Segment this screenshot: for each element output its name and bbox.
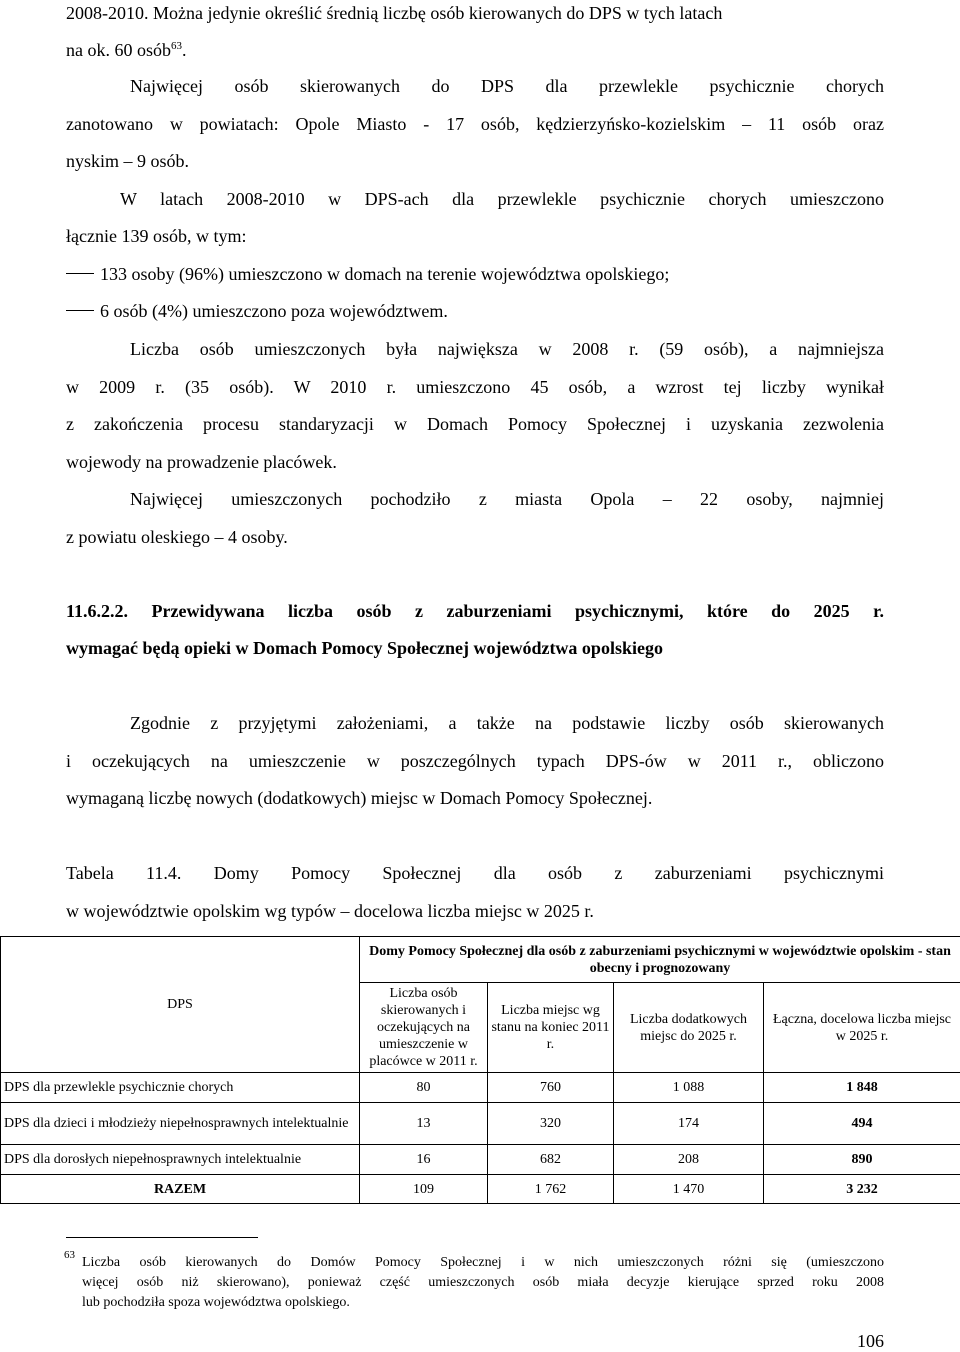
table-cell: 1 088 — [614, 1073, 764, 1103]
paragraph-line: łącznie 139 osób, w tym: — [66, 225, 884, 247]
footnote-line: Liczba osób kierowanych do Domów Pomocy Społecznej i w nich umieszczonych różni się (umieszczono — [82, 1254, 884, 1271]
footnote-separator — [66, 1237, 258, 1238]
footnote-ref: 63 — [171, 40, 182, 52]
paragraph-line: Najwięcej umieszczonych pochodziło z miasta Opola – 22 osoby, najmniej — [66, 488, 884, 510]
table-cell: 1 762 — [488, 1175, 614, 1204]
footnote-line: więcej osób niż skierowano), ponieważ część umieszczonych osób miała decyzje kierujące sprzed roku 2008 — [82, 1274, 884, 1291]
table-cell-total: 890 — [764, 1145, 960, 1175]
paragraph-line: nyskim – 9 osób. — [66, 150, 884, 172]
footnote-line: lub pochodziła spoza województwa opolskiego. — [82, 1294, 884, 1311]
table-cell: 682 — [488, 1145, 614, 1175]
column-header: Liczba dodatkowych miejsc do 2025 r. — [614, 983, 764, 1073]
paragraph-line: wojewody na prowadzenie placówek. — [66, 451, 884, 473]
table-cell: 13 — [360, 1103, 488, 1145]
paragraph-line: w 2009 r. (35 osób). W 2010 r. umieszczono 45 osób, a wzrost tej liczby wynikał — [66, 376, 884, 398]
paragraph-line: Najwięcej osób skierowanych do DPS dla przewlekle psychicznie chorych — [66, 75, 884, 97]
section-heading: 11.6.2.2. Przewidywana liczba osób z zaburzeniami psychicznymi, które do 2025 r. — [66, 600, 884, 622]
paragraph-line: z zakończenia procesu standaryzacji w Domach Pomocy Społecznej i uzyskania zezwolenia — [66, 413, 884, 435]
text-line: na ok. 60 osób$^{63}$. — [66, 39, 884, 61]
row-label: RAZEM — [1, 1175, 360, 1204]
column-header: Liczba miejsc wg stanu na koniec 2011 r. — [488, 983, 614, 1073]
table-cell: 208 — [614, 1145, 764, 1175]
table-cell: 1 470 — [614, 1175, 764, 1204]
column-header: Liczba osób skierowanych i oczekujących na umieszczenie w placówce w 2011 r. — [360, 983, 488, 1073]
bullet-dash — [66, 310, 94, 311]
row-label: DPS dla dzieci i młodzieży niepełnosprawnych intelektualnie — [1, 1103, 360, 1145]
table-cell: 80 — [360, 1073, 488, 1103]
table-row — [1, 1073, 960, 1103]
table-cell: 174 — [614, 1103, 764, 1145]
table-cell: 109 — [360, 1175, 488, 1204]
table-row — [1, 1103, 960, 1145]
bullet-item: 133 osoby (96%) umieszczono w domach na terenie województwa opolskiego; — [100, 263, 884, 285]
bullet-dash — [66, 273, 94, 274]
paragraph-line: Zgodnie z przyjętymi założeniami, a także na podstawie liczby osób skierowanych — [66, 712, 884, 734]
table-cell: 320 — [488, 1103, 614, 1145]
page-number: 106 — [857, 1330, 884, 1352]
column-header: Łączna, docelowa liczba miejsc w 2025 r. — [764, 983, 960, 1073]
table-cell-total: 3 232 — [764, 1175, 960, 1204]
paragraph-line: i oczekujących na umieszczenie w poszczególnych typach DPS-ów w 2011 r., obliczono — [66, 750, 884, 772]
table-caption: w województwie opolskim wg typów – docelowa liczba miejsc w 2025 r. — [66, 900, 884, 922]
footnote-mark: 63 — [64, 1250, 75, 1261]
row-label: DPS dla dorosłych niepełnosprawnych intelektualnie — [1, 1145, 360, 1175]
row-label: DPS dla przewlekle psychicznie chorych — [1, 1073, 360, 1103]
table-corner-header: DPS — [1, 937, 360, 1073]
table-row — [1, 1145, 960, 1175]
table-cell-total: 1 848 — [764, 1073, 960, 1103]
table-cell: 760 — [488, 1073, 614, 1103]
paragraph-line: Liczba osób umieszczonych była największa w 2008 r. (59 osób), a najmniejsza — [66, 338, 884, 360]
table-cell-total: 494 — [764, 1103, 960, 1145]
table-group-header: Domy Pomocy Społecznej dla osób z zaburzeniami psychicznymi w województwie opolskim - stan obecny i prognozowany — [360, 937, 960, 983]
table-cell: 16 — [360, 1145, 488, 1175]
bullet-item: 6 osób (4%) umieszczono poza województwem. — [100, 300, 884, 322]
paragraph-line: wymaganą liczbę nowych (dodatkowych) miejsc w Domach Pomocy Społecznej. — [66, 787, 884, 809]
section-heading: wymagać będą opieki w Domach Pomocy Społecznej województwa opolskiego — [66, 637, 884, 659]
table-row-total — [1, 1175, 960, 1204]
paragraph-line: zanotowano w powiatach: Opole Miasto - 17 osób, kędzierzyńsko-kozielskim – 11 osób oraz — [66, 113, 884, 135]
table-caption: Tabela 11.4. Domy Pomocy Społecznej dla osób z zaburzeniami psychicznymi — [66, 862, 884, 884]
paragraph-line: z powiatu oleskiego – 4 osoby. — [66, 526, 884, 548]
paragraph-line: W latach 2008-2010 w DPS-ach dla przewlekle psychicznie chorych umieszczono — [66, 188, 884, 210]
dps-table — [0, 936, 960, 1204]
text-line: 2008-2010. Można jedynie określić średnią liczbę osób kierowanych do DPS w tych latach — [66, 2, 884, 24]
